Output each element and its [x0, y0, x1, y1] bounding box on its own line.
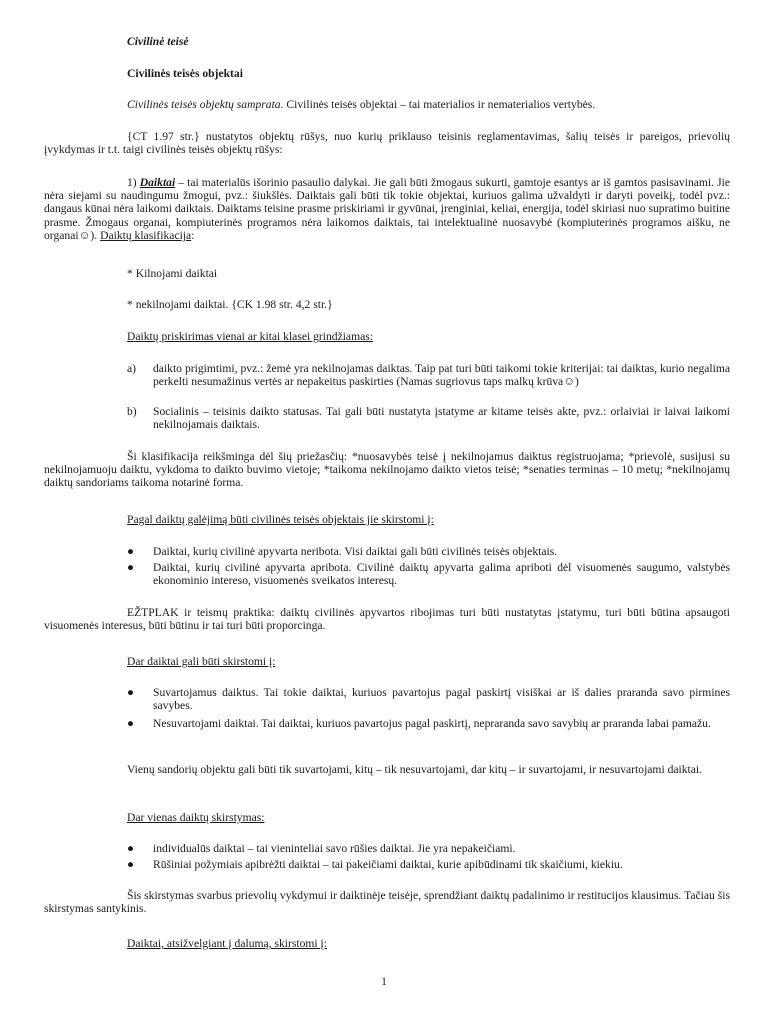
intro-text: Civilinės teisės objektai – tai materialios ir nematerialios vertybės.	[286, 98, 596, 111]
criteria-text: daikto prigimtimi, pvz.: žemė yra nekilnojamas daiktas. Taip pat turi būti taikomi tokie kriterijai: tai daiktas, kurio negalima perkelti nesumažinus vertės ar nepakeitus paskirties (Namas sugriovus taps malkų krūva	[153, 362, 730, 389]
bullet-icon: ●	[127, 545, 135, 558]
intro-paragraph	[127, 98, 727, 111]
things-number: 1)	[127, 176, 137, 189]
list-item-text: Daiktai, kurių civilinė apyvarta neribota. Visi daiktai gali būti civilinės teisės objektais.	[153, 545, 558, 558]
ezt-paragraph: EŽTPLAK ir teismų praktika: daiktų civilinės apyvartos ribojimas turi būti nustatytas įstatymu, turi būti būtina apsaugoti visuomenės interesus, būti būtinu ir tai turi būti proporcinga.	[44, 606, 730, 633]
more-heading: Dar daiktai gali būti skirstomi į:	[127, 655, 276, 668]
criteria-after: )	[575, 375, 579, 389]
bullet-icon: ●	[127, 842, 135, 855]
significance-paragraph: Ši klasifikacija reikšminga dėl šių priežasčių: *nuosavybės teisė į nekilnojamus daiktus registruojama; *prievolė, susijusi su nekilnojamuoju daiktu, vykdoma to daikto buvimo vietoje; *taikoma nekilnojamo daikto vietos teisė; *senaties terminas – 10 metų; *nekilnojamų daiktų sandoriams taikoma notarinė forma.	[44, 450, 730, 490]
list-item	[127, 842, 730, 855]
bullet-icon: ●	[127, 858, 135, 871]
list-item	[127, 561, 730, 587]
list-item	[127, 858, 730, 871]
things-colon: :	[191, 228, 195, 242]
list-item	[127, 545, 730, 558]
list-item-text: Nesuvartojami daiktai. Tai daiktai, kuriuos pavartojus pagal paskirtį, nepraranda savo savybių ar praranda labai pamažu.	[153, 717, 711, 730]
list-item-text: individualūs daiktai – tai vieninteliai savo rūšies daiktai. Jie yra nepakeičiami.	[153, 842, 516, 855]
smiley-icon: ☺	[563, 375, 576, 389]
things-paragraph	[44, 176, 730, 242]
bullet-icon: ●	[127, 561, 135, 574]
list-item	[127, 686, 730, 712]
list-item-text: Socialinis – teisinis daikto statusas. Tai gali būti nustatyta įstatyme ar kitame teisės akte, pvz.: orlaiviai ir laivai laikomi nekilnojamais daiktais.	[153, 405, 730, 432]
smiley-icon: ☺	[78, 228, 91, 242]
document-title: Civilinė teisė	[127, 35, 189, 48]
immovable-item: * nekilnojami daiktai. {CK 1.98 str. 4,2 str.}	[127, 298, 333, 311]
circulation-heading: Pagal daiktų galėjimą būti civilinės teisės objektais jie skirstomi į:	[127, 513, 434, 526]
list-item-text: Suvartojamus daiktus. Tai tokie daiktai, kuriuos pavartojus pagal paskirtį visiškai ar iš dalies praranda savo pirmines savybes.	[153, 686, 730, 713]
bullet-icon: ●	[127, 717, 135, 730]
list-item-text: Rūšiniai požymiais apibrėžti daiktai – tai pakeičiami daiktai, kurie apibūdinami tik skaičiumi, kiekiu.	[153, 858, 623, 871]
list-item	[127, 405, 730, 431]
list-item	[127, 362, 730, 388]
list-marker: a)	[127, 362, 137, 375]
section-heading: Civilinės teisės objektai	[127, 67, 243, 80]
ct-paragraph: {CT 1.97 str.} nustatytos objektų rūšys, nuo kurių priklauso teisinis reglamentavimas, šalių teisės ir pareigos, prievolių įvykdymas ir t.t. taigi civilinės teisės objektų rūšys:	[44, 130, 730, 157]
bullet-icon: ●	[127, 686, 135, 699]
important-paragraph: Šis skirstymas svarbus prievolių vykdymui ir daiktinėje teisėje, sprendžiant daiktų padalinimo ir restitucijos klausimus. Tačiau šis skirstymas santykinis.	[44, 889, 730, 916]
another-heading: Dar vienas daiktų skirstymas:	[127, 811, 265, 824]
intro-term: Civilinės teisės objektų samprata.	[127, 98, 284, 111]
things-term: Daiktai	[139, 176, 176, 189]
divisibility-heading: Daiktai, atsižvelgiant į dalumą, skirstomi į:	[127, 937, 327, 950]
criteria-heading: Daiktų priskirimas vienai ar kitai klasei grindžiamas:	[127, 330, 373, 343]
classification-link: Daiktų klasifikacija	[100, 228, 192, 242]
things-after: ).	[90, 228, 98, 242]
list-item-text	[153, 362, 730, 388]
transactions-paragraph: Vienų sandorių objektu gali būti tik suvartojami, kitų – tik nesuvartojami, dar kitų – ir suvartojami, ir nesuvartojami daiktai.	[127, 763, 703, 776]
page-number: 1	[381, 975, 387, 988]
list-item	[127, 717, 730, 730]
list-marker: b)	[127, 405, 137, 418]
things-text: – tai materialūs išorinio pasaulio dalykai. Jie gali būti žmogaus sukurti, gamtoje esantys ar iš gamtos pasisavinami. Jie nėra siejami su naudingumu žmogui, pvz.: šiukšlės. Daiktais gali būti tik tokie objektai, kuriuos galima užvaldyti ir daryti poveikį, todėl pvz.: dangaus kūnai nėra laikomi daiktais. Daiktams teisine prasme priskiriami ir gyvūnai, įrenginiai, keliai, energija, todėl skiriasi nuo supratimo buitine prasme. Žmogaus organai, kompiuterinės programos nėra laikomos daiktais, tai intelektualinė nuosavybė (kompiuterinės programos aišku, ne organai	[44, 176, 730, 242]
list-item-text: Daiktai, kurių civilinė apyvarta apribota. Civilinė daiktų apyvarta galima apriboti dėl visuomenės saugumo, valstybės ekonominio intereso, visuomenės sveikatos interesų.	[153, 561, 730, 588]
movable-item: * Kilnojami daiktai	[127, 267, 218, 280]
